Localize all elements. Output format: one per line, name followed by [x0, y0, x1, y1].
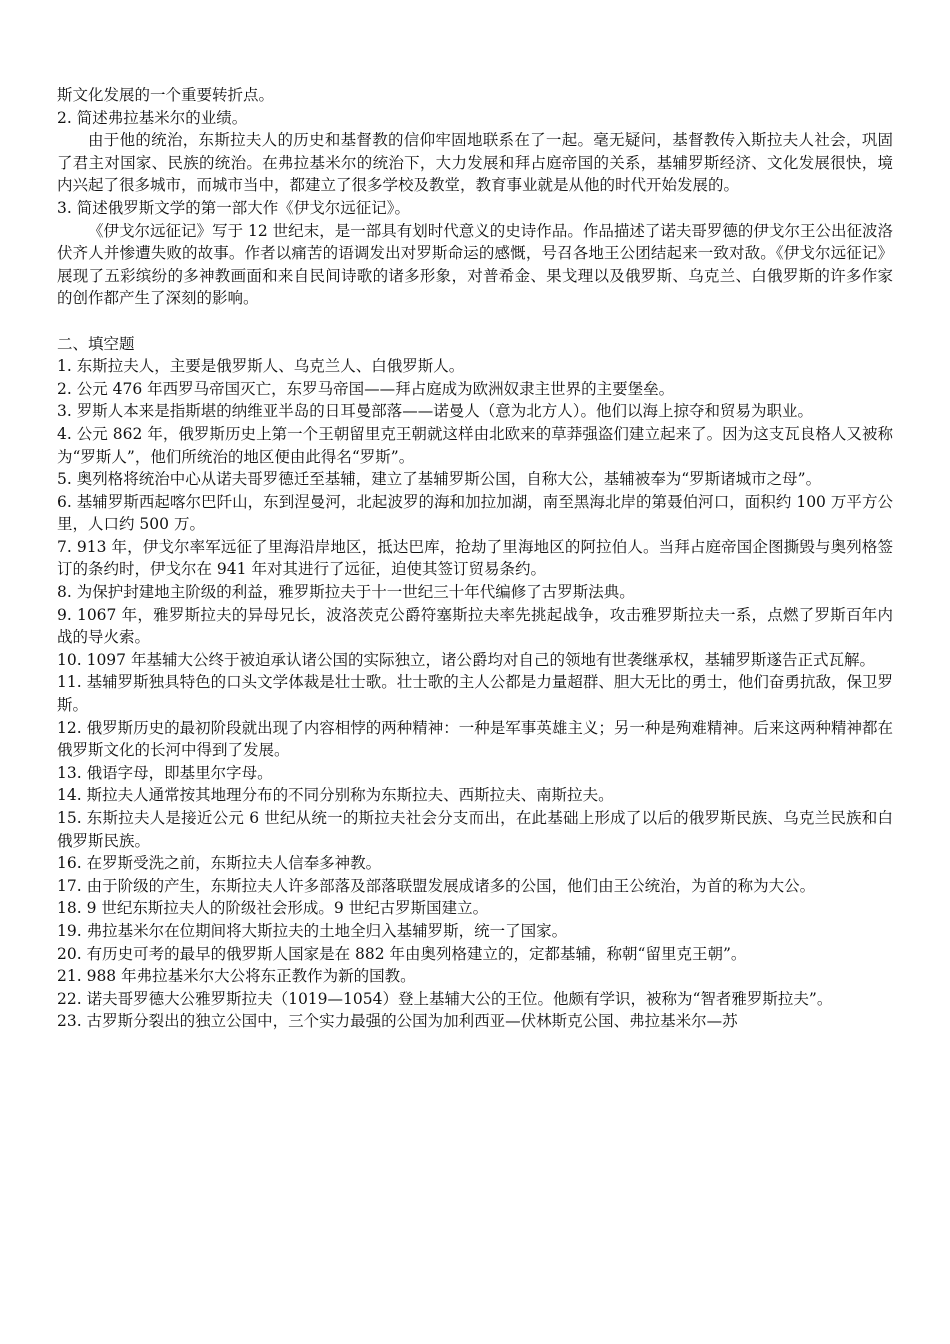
answer-3: 《伊戈尔远征记》写于 12 世纪末，是一部具有划时代意义的史诗作品。作品描述了诺夫哥罗德的伊戈尔王公出征波洛伏齐人并惨遭失败的故事。作者以痛苦的语调发出对罗斯命运的感慨，号召各地王公团结起来一致对敌。《伊戈尔远征记》展现了五彩缤纷的多神教画面和来自民间诗歌的诸多形象，对普希金、果戈理以及俄罗斯、乌克兰、白俄罗斯的许多作家的创作都产生了深刻的影响。 [57, 221, 893, 308]
answer-2: 由于他的统治，东斯拉夫人的历史和基督教的信仰牢固地联系在了一起。毫无疑问，基督教传入斯拉夫人社会，巩固了君主对国家、民族的统治。在弗拉基米尔的统治下，大力发展和拜占庭帝国的关系，基辅罗斯经济、文化发展很快，境内兴起了很多城市，而城市当中，都建立了很多学校及教堂，教育事业就是从他的时代开始发展的。 [57, 131, 893, 195]
fill-blank-item-11: 11. 基辅罗斯独具特色的口头文学体裁是壮士歌。壮士歌的主人公都是力量超群、胆大无比的勇士，他们奋勇抗敌，保卫罗斯。 [57, 673, 893, 715]
fill-blank-item-18: 18. 9 世纪东斯拉夫人的阶级社会形成。9 世纪古罗斯国建立。 [57, 899, 489, 918]
fill-blank-item-17: 17. 由于阶级的产生，东斯拉夫人许多部落及部落联盟发展成诸多的公国，他们由王公统治，为首的称为大公。 [57, 876, 816, 895]
fill-blank-item-23: 23. 古罗斯分裂出的独立公国中，三个实力最强的公国为加利西亚—伏林斯克公国、弗拉基米尔—苏 [57, 1012, 738, 1031]
fill-blank-item-22: 22. 诺夫哥罗德大公雅罗斯拉夫（1019—1054）登上基辅大公的王位。他颇有学识，被称为“智者雅罗斯拉夫”。 [57, 989, 833, 1008]
fill-blank-item-14: 14. 斯拉夫人通常按其地理分布的不同分别称为东斯拉夫、西斯拉夫、南斯拉夫。 [57, 786, 614, 805]
fill-blank-item-20: 20. 有历史可考的最早的俄罗斯人国家是在 882 年由奥列格建立的，定都基辅，称朝“留里克王朝”。 [57, 944, 747, 963]
intro-continuation: 斯文化发展的一个重要转折点。 [57, 86, 275, 104]
fill-blank-item-21: 21. 988 年弗拉基米尔大公将东正教作为新的国教。 [57, 967, 416, 986]
fill-blank-item-19: 19. 弗拉基米尔在位期间将大斯拉夫的土地全归入基辅罗斯，统一了国家。 [57, 921, 568, 940]
fill-blank-item-4: 4. 公元 862 年，俄罗斯历史上第一个王朝留里克王朝就这样由北欧来的草莽强盗们建立起来了。因为这支瓦良格人又被称为“罗斯人”，他们所统治的地区便由此得名“罗斯”。 [57, 424, 893, 466]
question-2: 2. 简述弗拉基米尔的业绩。 [57, 108, 248, 127]
question-3: 3. 简述俄罗斯文学的第一部大作《伊戈尔远征记》。 [57, 198, 410, 217]
fill-blank-item-15: 15. 东斯拉夫人是接近公元 6 世纪从统一的斯拉夫社会分支而出，在此基础上形成了以后的俄罗斯民族、乌克兰民族和白俄罗斯民族。 [57, 809, 893, 850]
fill-blank-item-10: 10. 1097 年基辅大公终于被迫承认诸公国的实际独立，诸公爵均对自己的领地有世袭继承权，基辅罗斯遂告正式瓦解。 [57, 650, 875, 669]
fill-blank-item-13: 13. 俄语字母，即基里尔字母。 [57, 763, 273, 782]
fill-blank-item-3: 3. 罗斯人本来是指斯堪的纳维亚半岛的日耳曼部落——诺曼人（意为北方人）。他们以海上掠夺和贸易为职业。 [57, 402, 813, 421]
section-spacer [57, 310, 893, 333]
fill-blank-item-16: 16. 在罗斯受洗之前，东斯拉夫人信奉多神教。 [57, 854, 382, 873]
fill-blank-item-5: 5. 奥列格将统治中心从诺夫哥罗德迁至基辅，建立了基辅罗斯公国，自称大公，基辅被奉为“罗斯诸城市之母”。 [57, 470, 822, 489]
fill-blank-item-8: 8. 为保护封建地主阶级的利益，雅罗斯拉夫于十一世纪三十年代编修了古罗斯法典。 [57, 583, 635, 602]
document-page [57, 84, 893, 1033]
fill-blank-item-7: 7. 913 年，伊戈尔率军远征了里海沿岸地区，抵达巴库，抢劫了里海地区的阿拉伯人。当拜占庭帝国企图撕毁与奥列格签订的条约时，伊戈尔在 941 年对其进行了远征，迫使其签订贸易条约。 [57, 537, 893, 579]
section-title-fill-blanks: 二、填空题 [57, 334, 135, 353]
fill-blank-item-6: 6. 基辅罗斯西起喀尔巴阡山，东到涅曼河，北起波罗的海和加拉加湖，南至黑海北岸的第聂伯河口，面积约 100 万平方公里，人口约 500 万。 [57, 492, 893, 534]
fill-blank-item-9: 9. 1067 年，雅罗斯拉夫的异母兄长，波洛茨克公爵符塞斯拉夫率先挑起战争，攻击雅罗斯拉夫一系，点燃了罗斯百年内战的导火索。 [57, 605, 893, 647]
fill-blank-item-1: 1. 东斯拉夫人，主要是俄罗斯人、乌克兰人、白俄罗斯人。 [57, 357, 465, 376]
fill-blank-item-12: 12. 俄罗斯历史的最初阶段就出现了内容相悖的两种精神：一种是军事英雄主义；另一种是殉难精神。后来这两种精神都在俄罗斯文化的长河中得到了发展。 [57, 718, 893, 760]
fill-blank-item-2: 2. 公元 476 年西罗马帝国灭亡，东罗马帝国——拜占庭成为欧洲奴隶主世界的主要堡垒。 [57, 379, 675, 398]
